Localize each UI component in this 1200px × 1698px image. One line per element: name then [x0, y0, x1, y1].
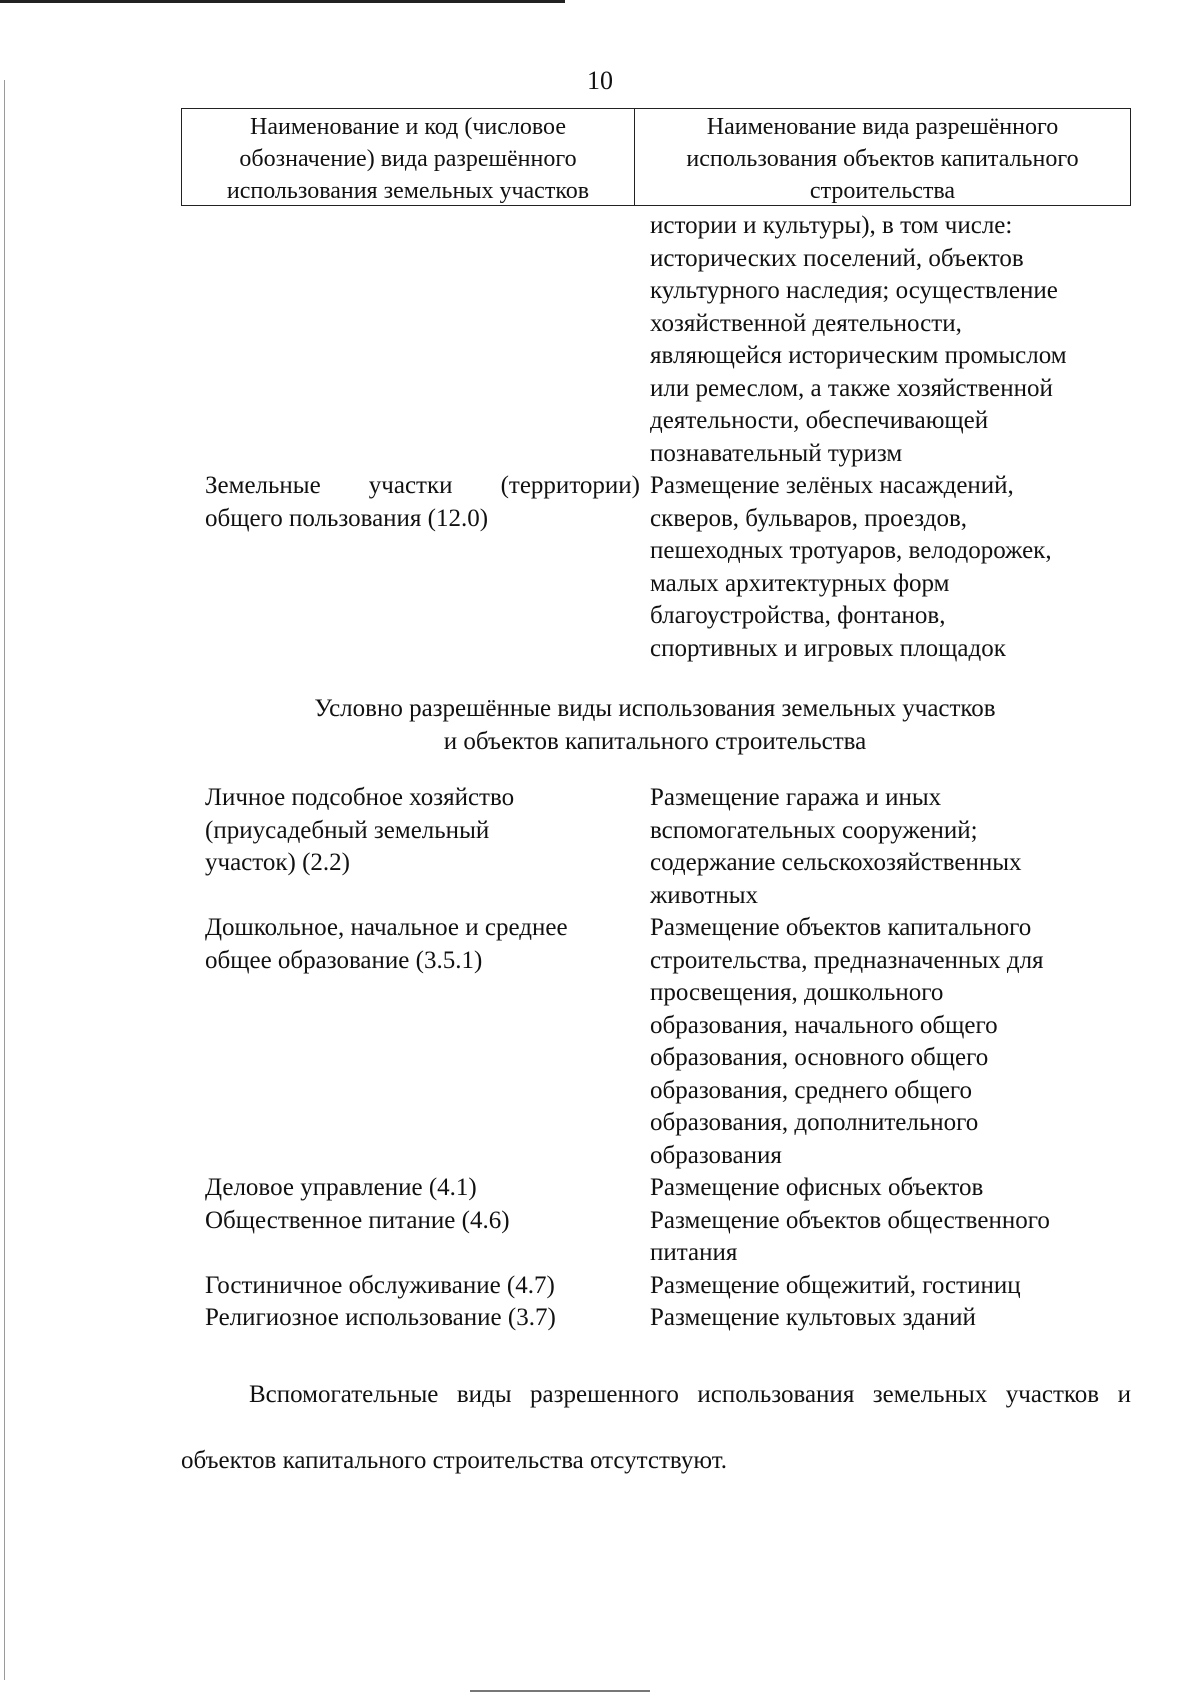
row-description [650, 210, 1130, 470]
text-line: образования [650, 1141, 782, 1169]
table-row [205, 1172, 1135, 1205]
text-line: познавательный туризм [650, 439, 903, 467]
table-row [205, 912, 1135, 1172]
page-number: 10 [587, 66, 613, 95]
text-line: содержание сельскохозяйственных [650, 849, 1022, 876]
table-body-conditional [205, 782, 1135, 1335]
row-description [650, 1172, 1130, 1205]
text-line: просвещения, дошкольного [650, 979, 944, 1006]
text-line: вспомогательных сооружений; [650, 816, 978, 844]
row-land-use [205, 470, 650, 535]
row-description [650, 470, 1130, 665]
header-line: Наименование и код (числовое [250, 114, 566, 140]
text-line: образования, основного общего [650, 1044, 989, 1071]
table-row [205, 782, 1135, 912]
text-line: общее образование (3.5.1) [205, 946, 483, 974]
header-line: строительства [809, 178, 956, 204]
text-line: Размещение общежитий, гостиниц [650, 1271, 1021, 1299]
table-row [205, 1205, 1135, 1270]
text-line: малых архитектурных форм [650, 569, 950, 597]
text-line: строительства, предназначенных для [650, 946, 1044, 974]
text-line: Общественное питание (4.6) [205, 1206, 510, 1234]
text-line: питания [650, 1239, 738, 1266]
section-title-line: и объектов капитального строительства [443, 728, 867, 755]
text-line: Размещение объектов капитального [650, 914, 1032, 941]
text-line: истории и культуры), в том числе: [650, 212, 1013, 239]
table-header [181, 108, 1131, 206]
text-line: образования, начального общего [650, 1011, 998, 1039]
text-line: Гостиничное обслуживание (4.7) [205, 1271, 555, 1299]
text-line: скверов, бульваров, проездов, [650, 504, 968, 532]
top-rule [0, 0, 565, 3]
text-line: Размещение гаража и иных [650, 784, 942, 811]
text-line: благоустройства, фонтанов, [650, 602, 946, 629]
text-line: Религиозное использование (3.7) [205, 1304, 556, 1331]
row-description [650, 912, 1130, 1172]
text-line: хозяйственной деятельности, [650, 309, 962, 337]
scan-edge-line [4, 80, 5, 1680]
table-row [205, 470, 1135, 665]
text-line: Личное подсобное хозяйство [205, 784, 515, 811]
text-line: Размещение зелёных насаждений, [650, 472, 1014, 499]
text-line: спортивных и игровых площадок [650, 634, 1006, 662]
text-line: животных [650, 881, 759, 909]
text-line: пешеходных тротуаров, велодорожек, [650, 537, 1052, 564]
row-description [650, 1270, 1130, 1303]
text-line: (приусадебный земельный [205, 816, 490, 844]
text-line: Земельные участки (территории) [205, 472, 640, 499]
text-line: участок) (2.2) [205, 849, 350, 876]
text-line: Размещение офисных объектов [650, 1174, 984, 1201]
row-land-use [205, 1302, 650, 1335]
text-line: или ремеслом, а также хозяйственной [650, 374, 1053, 402]
row-description [650, 782, 1130, 912]
text-line: образования, среднего общего [650, 1076, 973, 1104]
text-line: образования, дополнительного [650, 1109, 979, 1136]
header-line: использования земельных участков [226, 178, 590, 204]
closing-paragraph: Вспомогательные виды разрешенного использования земельных участков и объектов капитального строительства отсутствуют. [181, 1381, 1131, 1474]
header-cell-capital-construction [635, 109, 1130, 205]
header-line: использования объектов капитального [686, 146, 1079, 172]
text-line: Деловое управление (4.1) [205, 1174, 477, 1201]
table-row [205, 1302, 1135, 1335]
text-line: исторических поселений, объектов [650, 244, 1024, 272]
text-line: Размещение объектов общественного [650, 1206, 1050, 1234]
row-description [650, 1302, 1130, 1335]
text-line: культурного наследия; осуществление [650, 277, 1058, 304]
row-land-use [205, 912, 650, 977]
table-body-main [205, 210, 1135, 665]
header-line: Наименование вида разрешённого [706, 114, 1059, 140]
text-line: общего пользования (12.0) [205, 504, 489, 532]
text-line: Размещение культовых зданий [650, 1304, 976, 1331]
header-cell-land-use-code [182, 109, 635, 205]
text-line: являющейся историческим промыслом [650, 342, 1067, 369]
row-land-use [205, 1172, 650, 1205]
bottom-rule [470, 1690, 650, 1692]
table-row [205, 1270, 1135, 1303]
row-land-use [205, 1205, 650, 1238]
row-description [650, 1205, 1130, 1270]
header-line: обозначение) вида разрешённого [239, 146, 577, 172]
text-line: Дошкольное, начальное и среднее [205, 914, 568, 941]
text-line: деятельности, обеспечивающей [650, 407, 989, 434]
row-land-use [205, 782, 650, 880]
row-land-use [205, 1270, 650, 1303]
section-title [180, 692, 1130, 758]
section-title-line: Условно разрешённые виды использования земельных участков [314, 695, 996, 722]
table-row [205, 210, 1135, 470]
